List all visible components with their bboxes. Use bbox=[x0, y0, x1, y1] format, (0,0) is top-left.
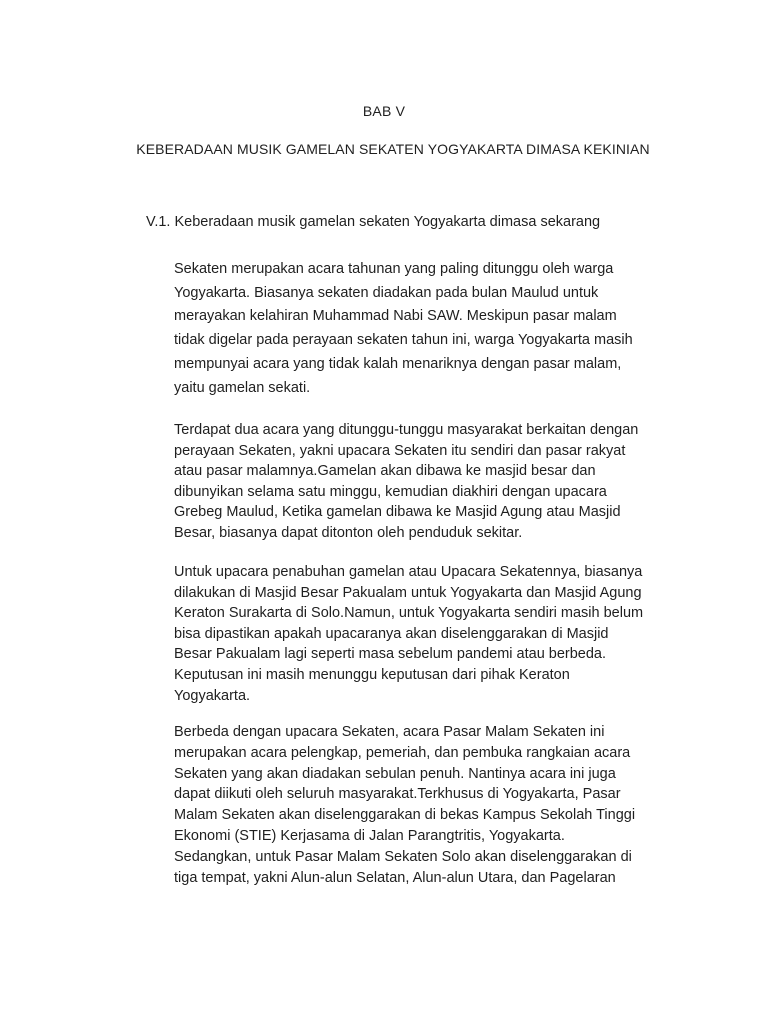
paragraph-line: Keraton Surakarta di Solo.Namun, untuk Yogyakarta sendiri masih belum bbox=[174, 605, 644, 622]
paragraph bbox=[174, 722, 714, 888]
paragraph-line: yaitu gamelan sekati. bbox=[174, 379, 311, 396]
paragraph-line: Untuk upacara penabuhan gamelan atau Upacara Sekatennya, biasanya bbox=[174, 564, 643, 580]
paragraph-line: dilakukan di Masjid Besar Pakualam untuk Yogyakarta dan Masjid Agung bbox=[174, 584, 642, 601]
paragraph-line: Yogyakarta. Biasanya sekaten diadakan pada bulan Maulud untuk bbox=[174, 284, 599, 301]
chapter-title: KEBERADAAN MUSIK GAMELAN SEKATEN YOGYAKARTA DIMASA KEKINIAN bbox=[136, 141, 650, 157]
paragraph-line: Grebeg Maulud, Ketika gamelan dibawa ke Masjid Agung atau Masjid bbox=[174, 504, 621, 521]
paragraph-line: mempunyai acara yang tidak kalah menariknya dengan pasar malam, bbox=[174, 355, 622, 372]
paragraph-line: bisa dipastikan apakah upacaranya akan diselenggarakan di Masjid bbox=[174, 625, 609, 642]
paragraph bbox=[174, 562, 714, 706]
paragraph-line: atau pasar malamnya.Gamelan akan dibawa ke masjid besar dan bbox=[174, 463, 596, 480]
paragraph-line: perayaan Sekaten, yakni upacara Sekaten itu sendiri dan pasar rakyat bbox=[174, 442, 626, 459]
paragraph-line: Sekaten yang akan diadakan sebulan penuh. Nantinya acara ini juga bbox=[174, 765, 616, 782]
paragraph-line: Besar Pakualam lagi seperti masa sebelum pandemi atau berbeda. bbox=[174, 646, 607, 663]
paragraph-line: Sedangkan, untuk Pasar Malam Sekaten Solo akan diselenggarakan di bbox=[174, 848, 632, 865]
paragraph-line: tidak digelar pada perayaan sekaten tahun ini, warga Yogyakarta masih bbox=[174, 332, 633, 349]
paragraph-line: Berbeda dengan upacara Sekaten, acara Pasar Malam Sekaten ini bbox=[174, 724, 605, 740]
paragraph-line: Ekonomi (STIE) Kerjasama di Jalan Parangtritis, Yogyakarta. bbox=[174, 827, 565, 844]
paragraph-line: tiga tempat, yakni Alun-alun Selatan, Alun-alun Utara, dan Pagelaran bbox=[174, 869, 616, 886]
paragraph-line: Yogyakarta. bbox=[174, 687, 251, 704]
paragraph bbox=[174, 258, 714, 400]
paragraph-line: Sekaten merupakan acara tahunan yang paling ditunggu oleh warga bbox=[174, 261, 614, 277]
paragraph-line: merupakan acara pelengkap, pemeriah, dan pembuka rangkaian acara bbox=[174, 744, 631, 761]
chapter-number: BAB V bbox=[362, 103, 406, 119]
paragraph-line: Terdapat dua acara yang ditunggu-tunggu masyarakat berkaitan dengan bbox=[174, 422, 639, 438]
paragraph-line: Keputusan ini masih menunggu keputusan dari pihak Keraton bbox=[174, 666, 570, 683]
paragraph-line: Malam Sekaten akan diselenggarakan di bekas Kampus Sekolah Tinggi bbox=[174, 807, 636, 824]
paragraph-line: Besar, biasanya dapat ditonton oleh penduduk sekitar. bbox=[174, 524, 523, 541]
paragraph bbox=[174, 420, 714, 544]
paragraph-line: merayakan kelahiran Muhammad Nabi SAW. Meskipun pasar malam bbox=[174, 308, 617, 325]
paragraph-line: dapat diikuti oleh seluruh masyarakat.Terkhusus di Yogyakarta, Pasar bbox=[174, 786, 621, 803]
section-heading: V.1. Keberadaan musik gamelan sekaten Yogyakarta dimasa sekarang bbox=[146, 214, 601, 230]
paragraph-line: dibunyikan selama satu minggu, kemudian diakhiri dengan upacara bbox=[174, 483, 607, 500]
